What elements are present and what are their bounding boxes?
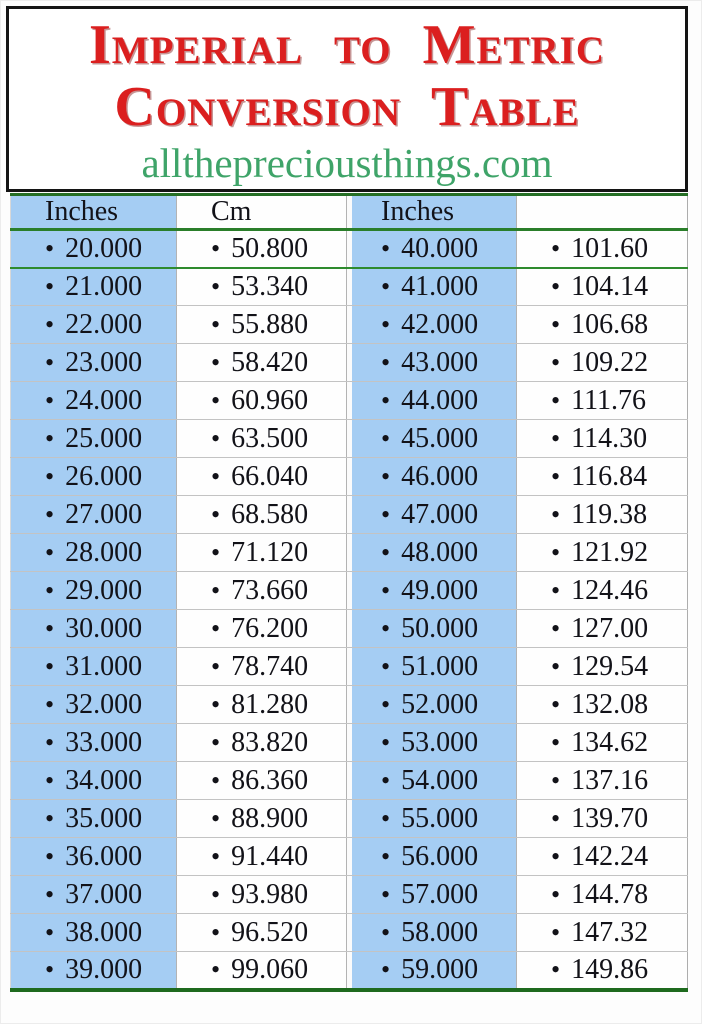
cm-cell-left xyxy=(177,876,347,914)
bullet-icon: • xyxy=(45,879,55,909)
inches-value-left: 33.000 xyxy=(65,726,143,758)
inches-cell-right xyxy=(347,268,517,306)
cm-value-left: 93.980 xyxy=(231,878,309,910)
inches-cell-left xyxy=(11,610,177,648)
cm-value-left: 76.200 xyxy=(231,612,309,644)
cm-value-left: 99.060 xyxy=(231,953,309,985)
inches-value-left: 35.000 xyxy=(65,802,143,834)
bullet-icon: • xyxy=(45,765,55,795)
inches-cell-left xyxy=(11,496,177,534)
cm-cell-left xyxy=(177,344,347,382)
inches-value-right: 51.000 xyxy=(401,650,479,682)
table-row xyxy=(11,648,688,686)
bullet-icon: • xyxy=(551,233,561,263)
cm-value-right: 114.30 xyxy=(571,422,648,454)
bullet-icon: • xyxy=(45,537,55,567)
cm-cell-left xyxy=(177,420,347,458)
cm-value-left: 81.280 xyxy=(231,688,309,720)
inches-value-right: 58.000 xyxy=(401,916,479,948)
inches-value-right: 50.000 xyxy=(401,612,479,644)
inches-value-right: 40.000 xyxy=(401,232,479,264)
cm-cell-right xyxy=(517,610,688,648)
inches-cell-left xyxy=(11,534,177,572)
inches-cell-right xyxy=(347,382,517,420)
bullet-icon: • xyxy=(45,689,55,719)
bullet-icon: • xyxy=(381,689,391,719)
bullet-icon: • xyxy=(381,879,391,909)
inches-value-left: 31.000 xyxy=(65,650,143,682)
bullet-icon: • xyxy=(45,613,55,643)
cm-value-left: 58.420 xyxy=(231,346,309,378)
bullet-icon: • xyxy=(45,727,55,757)
bullet-icon: • xyxy=(381,461,391,491)
cm-cell-right xyxy=(517,344,688,382)
cm-value-left: 96.520 xyxy=(231,916,309,948)
cm-cell-left xyxy=(177,230,347,268)
table-row xyxy=(11,686,688,724)
cm-value-right: 101.60 xyxy=(571,232,649,264)
bullet-icon: • xyxy=(381,537,391,567)
cm-value-right: 137.16 xyxy=(571,764,649,796)
bullet-icon: • xyxy=(211,499,221,529)
inches-value-left: 30.000 xyxy=(65,612,143,644)
bullet-icon: • xyxy=(551,803,561,833)
bullet-icon: • xyxy=(551,347,561,377)
cm-value-right: 119.38 xyxy=(571,498,648,530)
bullet-icon: • xyxy=(551,954,561,984)
inches-value-left: 23.000 xyxy=(65,346,143,378)
cm-cell-left xyxy=(177,686,347,724)
inches-cell-right xyxy=(347,306,517,344)
cm-cell-right xyxy=(517,534,688,572)
website-text: allthepreciousthings.com xyxy=(141,140,553,186)
bullet-icon: • xyxy=(45,651,55,681)
cm-value-left: 60.960 xyxy=(231,384,309,416)
inches-cell-right xyxy=(347,762,517,800)
bullet-icon: • xyxy=(381,423,391,453)
bullet-icon: • xyxy=(381,765,391,795)
inches-value-right: 43.000 xyxy=(401,346,479,378)
cm-cell-left xyxy=(177,306,347,344)
inches-cell-left xyxy=(11,458,177,496)
inches-cell-right xyxy=(347,800,517,838)
inches-value-left: 37.000 xyxy=(65,878,143,910)
bullet-icon: • xyxy=(211,385,221,415)
cm-cell-left xyxy=(177,610,347,648)
column-header-cm-left: Cm xyxy=(177,195,347,230)
bullet-icon: • xyxy=(551,499,561,529)
inches-cell-left xyxy=(11,724,177,762)
inches-cell-right xyxy=(347,572,517,610)
table-row xyxy=(11,914,688,952)
cm-value-left: 66.040 xyxy=(231,460,309,492)
table-row xyxy=(11,572,688,610)
inches-value-right: 42.000 xyxy=(401,308,479,340)
inches-cell-left xyxy=(11,648,177,686)
inches-value-left: 34.000 xyxy=(65,764,143,796)
cm-cell-left xyxy=(177,648,347,686)
bullet-icon: • xyxy=(211,613,221,643)
cm-cell-left xyxy=(177,952,347,990)
table-row xyxy=(11,458,688,496)
table-row xyxy=(11,610,688,648)
bullet-icon: • xyxy=(45,347,55,377)
inches-value-right: 54.000 xyxy=(401,764,479,796)
cm-value-right: 144.78 xyxy=(571,878,649,910)
inches-value-right: 44.000 xyxy=(401,384,479,416)
inches-value-left: 32.000 xyxy=(65,688,143,720)
cm-cell-right xyxy=(517,952,688,990)
cm-cell-right xyxy=(517,496,688,534)
bullet-icon: • xyxy=(551,841,561,871)
cm-cell-left xyxy=(177,572,347,610)
inches-value-left: 29.000 xyxy=(65,574,143,606)
table-row xyxy=(11,420,688,458)
bullet-icon: • xyxy=(381,803,391,833)
bullet-icon: • xyxy=(551,309,561,339)
bullet-icon: • xyxy=(551,727,561,757)
bullet-icon: • xyxy=(211,765,221,795)
inches-cell-right xyxy=(347,610,517,648)
table-row xyxy=(11,382,688,420)
table-row xyxy=(11,952,688,990)
bullet-icon: • xyxy=(381,841,391,871)
bullet-icon: • xyxy=(45,423,55,453)
table-row xyxy=(11,344,688,382)
bullet-icon: • xyxy=(381,613,391,643)
inches-value-right: 41.000 xyxy=(401,270,479,302)
cm-value-right: 124.46 xyxy=(571,574,649,606)
cm-value-right: 147.32 xyxy=(571,916,649,948)
cm-value-right: 134.62 xyxy=(571,726,649,758)
table-row xyxy=(11,800,688,838)
bullet-icon: • xyxy=(211,575,221,605)
inches-cell-right xyxy=(347,458,517,496)
bullet-icon: • xyxy=(45,841,55,871)
inches-value-left: 24.000 xyxy=(65,384,143,416)
cm-value-right: 142.24 xyxy=(571,840,649,872)
cm-cell-right xyxy=(517,572,688,610)
table-body xyxy=(11,230,688,990)
bullet-icon: • xyxy=(551,423,561,453)
bullet-icon: • xyxy=(45,499,55,529)
inches-cell-left xyxy=(11,420,177,458)
inches-cell-right xyxy=(347,724,517,762)
bullet-icon: • xyxy=(45,309,55,339)
inches-value-left: 36.000 xyxy=(65,840,143,872)
inches-cell-left xyxy=(11,306,177,344)
bullet-icon: • xyxy=(551,613,561,643)
inches-value-left: 39.000 xyxy=(65,953,143,985)
cm-value-right: 121.92 xyxy=(571,536,649,568)
inches-cell-right xyxy=(347,648,517,686)
table-row xyxy=(11,876,688,914)
cm-cell-right xyxy=(517,230,688,268)
cm-cell-left xyxy=(177,724,347,762)
inches-cell-right xyxy=(347,534,517,572)
bullet-icon: • xyxy=(381,309,391,339)
inches-cell-left xyxy=(11,230,177,268)
bullet-icon: • xyxy=(381,347,391,377)
bullet-icon: • xyxy=(211,651,221,681)
bullet-icon: • xyxy=(211,347,221,377)
bullet-icon: • xyxy=(551,765,561,795)
bullet-icon: • xyxy=(551,651,561,681)
bullet-icon: • xyxy=(381,271,391,301)
bullet-icon: • xyxy=(551,537,561,567)
inches-cell-left xyxy=(11,914,177,952)
inches-value-left: 27.000 xyxy=(65,498,143,530)
bullet-icon: • xyxy=(211,689,221,719)
cm-cell-right xyxy=(517,838,688,876)
inches-value-right: 49.000 xyxy=(401,574,479,606)
inches-value-left: 26.000 xyxy=(65,460,143,492)
bullet-icon: • xyxy=(381,385,391,415)
conversion-table xyxy=(10,193,688,992)
inches-cell-left xyxy=(11,952,177,990)
bullet-icon: • xyxy=(45,917,55,947)
inches-value-left: 38.000 xyxy=(65,916,143,948)
bullet-icon: • xyxy=(211,879,221,909)
inches-cell-right xyxy=(347,344,517,382)
bullet-icon: • xyxy=(45,954,55,984)
inches-cell-left xyxy=(11,838,177,876)
bullet-icon: • xyxy=(381,499,391,529)
bullet-icon: • xyxy=(45,385,55,415)
inches-cell-left xyxy=(11,876,177,914)
table-row xyxy=(11,230,688,268)
inches-cell-right xyxy=(347,420,517,458)
cm-value-left: 88.900 xyxy=(231,802,309,834)
bullet-icon: • xyxy=(381,575,391,605)
inches-value-left: 28.000 xyxy=(65,536,143,568)
table-row xyxy=(11,838,688,876)
bullet-icon: • xyxy=(45,803,55,833)
inches-cell-left xyxy=(11,762,177,800)
cm-cell-left xyxy=(177,838,347,876)
inches-cell-left xyxy=(11,800,177,838)
table-header-row xyxy=(11,195,688,230)
column-header-inches-right: Inches xyxy=(347,195,517,230)
bullet-icon: • xyxy=(551,917,561,947)
inches-cell-left xyxy=(11,268,177,306)
bullet-icon: • xyxy=(551,575,561,605)
inches-value-right: 57.000 xyxy=(401,878,479,910)
inches-cell-left xyxy=(11,382,177,420)
bullet-icon: • xyxy=(211,841,221,871)
cm-value-left: 50.800 xyxy=(231,232,309,264)
inches-value-left: 20.000 xyxy=(65,232,143,264)
cm-value-right: 129.54 xyxy=(571,650,649,682)
bullet-icon: • xyxy=(551,879,561,909)
bullet-icon: • xyxy=(551,461,561,491)
cm-value-left: 83.820 xyxy=(231,726,309,758)
cm-cell-right xyxy=(517,648,688,686)
bullet-icon: • xyxy=(211,423,221,453)
bullet-icon: • xyxy=(211,309,221,339)
cm-value-left: 91.440 xyxy=(231,840,309,872)
table-row xyxy=(11,496,688,534)
table-row xyxy=(11,306,688,344)
inches-value-right: 59.000 xyxy=(401,953,479,985)
cm-value-right: 111.76 xyxy=(571,384,647,416)
bullet-icon: • xyxy=(551,385,561,415)
bullet-icon: • xyxy=(211,461,221,491)
cm-cell-left xyxy=(177,382,347,420)
bullet-icon: • xyxy=(45,575,55,605)
cm-cell-left xyxy=(177,762,347,800)
cm-value-right: 104.14 xyxy=(571,270,649,302)
inches-cell-left xyxy=(11,686,177,724)
cm-value-left: 86.360 xyxy=(231,764,309,796)
inches-value-left: 25.000 xyxy=(65,422,143,454)
cm-value-left: 78.740 xyxy=(231,650,309,682)
inches-cell-left xyxy=(11,344,177,382)
cm-value-right: 116.84 xyxy=(571,460,648,492)
table-row xyxy=(11,762,688,800)
page-title-line1: Imperial to Metric xyxy=(89,14,605,76)
inches-cell-right xyxy=(347,686,517,724)
inches-cell-right xyxy=(347,496,517,534)
inches-value-right: 53.000 xyxy=(401,726,479,758)
bullet-icon: • xyxy=(551,271,561,301)
inches-cell-right xyxy=(347,952,517,990)
bullet-icon: • xyxy=(211,803,221,833)
table-row xyxy=(11,724,688,762)
cm-cell-left xyxy=(177,496,347,534)
bullet-icon: • xyxy=(45,271,55,301)
inches-value-right: 48.000 xyxy=(401,536,479,568)
cm-cell-right xyxy=(517,268,688,306)
cm-value-left: 63.500 xyxy=(231,422,309,454)
bullet-icon: • xyxy=(211,917,221,947)
cm-cell-right xyxy=(517,382,688,420)
bullet-icon: • xyxy=(45,461,55,491)
bullet-icon: • xyxy=(45,233,55,263)
cm-value-right: 106.68 xyxy=(571,308,649,340)
cm-cell-right xyxy=(517,686,688,724)
bullet-icon: • xyxy=(381,233,391,263)
column-header-inches-left: Inches xyxy=(11,195,177,230)
bullet-icon: • xyxy=(381,651,391,681)
bullet-icon: • xyxy=(211,537,221,567)
inches-cell-right xyxy=(347,876,517,914)
inches-value-right: 46.000 xyxy=(401,460,479,492)
cm-cell-right xyxy=(517,458,688,496)
cm-value-left: 55.880 xyxy=(231,308,309,340)
cm-cell-right xyxy=(517,800,688,838)
table-row xyxy=(11,534,688,572)
cm-value-right: 109.22 xyxy=(571,346,649,378)
bullet-icon: • xyxy=(381,917,391,947)
bullet-icon: • xyxy=(381,954,391,984)
bullet-icon: • xyxy=(211,954,221,984)
header-box xyxy=(6,6,688,192)
cm-cell-right xyxy=(517,876,688,914)
inches-cell-left xyxy=(11,572,177,610)
column-header-empty xyxy=(517,195,688,230)
cm-cell-left xyxy=(177,268,347,306)
cm-cell-right xyxy=(517,420,688,458)
inches-value-right: 56.000 xyxy=(401,840,479,872)
inches-cell-right xyxy=(347,914,517,952)
cm-value-right: 139.70 xyxy=(571,802,649,834)
cm-cell-left xyxy=(177,914,347,952)
bullet-icon: • xyxy=(211,271,221,301)
inches-cell-right xyxy=(347,838,517,876)
cm-value-right: 132.08 xyxy=(571,688,649,720)
cm-cell-right xyxy=(517,914,688,952)
inches-value-right: 45.000 xyxy=(401,422,479,454)
cm-cell-left xyxy=(177,458,347,496)
inches-value-left: 21.000 xyxy=(65,270,143,302)
cm-value-left: 53.340 xyxy=(231,270,309,302)
page-title-line2: Conversion Table xyxy=(114,76,580,138)
inches-value-right: 52.000 xyxy=(401,688,479,720)
cm-value-left: 71.120 xyxy=(231,536,309,568)
cm-value-left: 73.660 xyxy=(231,574,309,606)
inches-value-left: 22.000 xyxy=(65,308,143,340)
bullet-icon: • xyxy=(211,727,221,757)
bullet-icon: • xyxy=(211,233,221,263)
cm-cell-left xyxy=(177,534,347,572)
cm-value-right: 127.00 xyxy=(571,612,649,644)
inches-value-right: 55.000 xyxy=(401,802,479,834)
inches-cell-right xyxy=(347,230,517,268)
cm-cell-right xyxy=(517,762,688,800)
bullet-icon: • xyxy=(551,689,561,719)
cm-cell-right xyxy=(517,724,688,762)
inches-value-right: 47.000 xyxy=(401,498,479,530)
table-head xyxy=(11,195,688,230)
table-row xyxy=(11,268,688,306)
cm-cell-right xyxy=(517,306,688,344)
cm-value-right: 149.86 xyxy=(571,953,649,985)
bullet-icon: • xyxy=(381,727,391,757)
cm-cell-left xyxy=(177,800,347,838)
cm-value-left: 68.580 xyxy=(231,498,309,530)
